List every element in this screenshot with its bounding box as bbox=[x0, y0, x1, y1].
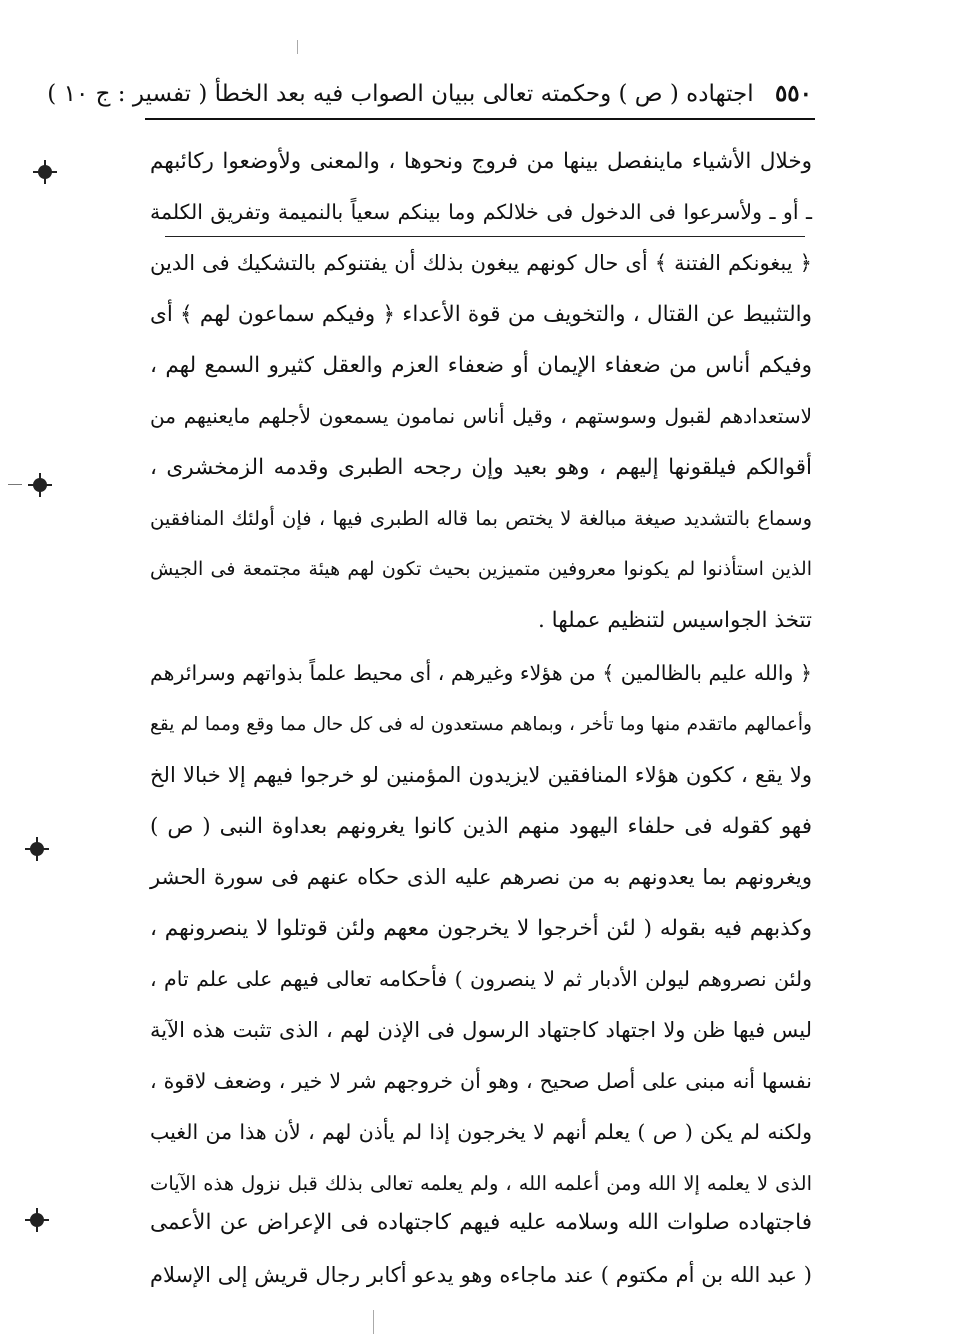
text-line: وفيكم أناس من ضعفاء الإيمان أو ضعفاء العزم والعقل كثيرو السمع لهم ، bbox=[150, 353, 812, 378]
text-line: لاستعدادهم لقبول وسوستهم ، وقيل أناس نمامون يسمعون لأجلهم مايعنيهم من bbox=[150, 404, 812, 428]
margin-dash bbox=[8, 484, 22, 485]
binding-hole-mark bbox=[33, 478, 47, 492]
text-line: ( عبد الله بن أم مكتوم ) عند ماجاءه وهو يدعو أكابر رجال قريش إلى الإسلام bbox=[150, 1263, 812, 1287]
binding-hole-mark bbox=[30, 842, 44, 856]
text-line: ﴿ والله عليم بالظالمين ﴾ من هؤلاء وغيرهم ، أى محيط علماً بذواتهم وسرائرهم bbox=[150, 661, 812, 685]
binding-hole-mark bbox=[30, 1213, 44, 1227]
text-line: وخلال الأشياء ماينفصل بينها من فروج ونحوها ، والمعنى ولأوضعوا ركائبهم bbox=[150, 149, 812, 174]
text-line: ويغرونهم بما يعدونهم به من نصرهم عليه الذى حكاه عنهم فى سورة الحشر bbox=[150, 865, 812, 889]
binding-hole-mark bbox=[38, 165, 52, 179]
text-line: تتخذ الجواسيس لتنظيم عملها . bbox=[538, 608, 812, 633]
text-line: والتثبيط عن القتال ، والتخويف من قوة الأعداء ﴿ وفيكم سماعون لهم ﴾ أى bbox=[150, 302, 812, 327]
header-rule bbox=[145, 118, 815, 120]
text-line: ولكنه لم يكن ( ص ) يعلم أنهم لا يخرجون إذا لم يأذن لهم ، لأن هذا من الغيب bbox=[150, 1120, 812, 1144]
text-line: ولئن نصروهم ليولن الأدبار ثم لا ينصرون ) فأحكامه تعالى فيهم على علم تام ، bbox=[150, 967, 812, 991]
text-line: وسماع بالتشديد صيغة مبالغة لا يختص بما قاله الطبرى فيها ، فإن أولئك المنافقين bbox=[150, 507, 812, 530]
text-line: فاجتهاده صلوات الله وسلامه عليه فيهم كاجتهاده فى الإعراض عن الأعمى bbox=[150, 1210, 812, 1235]
paragraph-2 bbox=[150, 648, 812, 1209]
text-line: ولا يقع ، ككون هؤلاء المنافقين لايزيدون المؤمنين لو خرجوا فيهم إلا خبالا الخ bbox=[150, 763, 812, 787]
top-scan-mark bbox=[297, 40, 298, 54]
text-line: وكذبهم فيه بقوله ( لئن أخرجوا لا يخرجون معهم ولئن قوتلوا لا ينصرونهم ، bbox=[150, 916, 812, 941]
text-line: وأعمالهم ماتقدم منها وما تأخر ، وبماهم مستعدون له فى كل حال مما وقع ومما لم يقع bbox=[150, 714, 812, 735]
text-line: ليس فيها ظن ولا اجتهاد كاجتهاد الرسول فى الإذن لهم ، الذى تثبت هذه الآية bbox=[150, 1018, 812, 1042]
paragraph-1 bbox=[150, 136, 812, 646]
bottom-scan-mark bbox=[373, 1310, 374, 1334]
text-line: الذين استأذنوا لم يكونوا معروفين متميزين بحيث تكون لهم هيئة مجتمعة فى الجيش bbox=[150, 558, 812, 580]
verse-overline bbox=[165, 236, 805, 237]
text-line: الذى لا يعلمه إلا الله ومن أعلمه الله ، ولم يعلمه تعالى بذلك قبل نزول هذه الآيات bbox=[150, 1172, 812, 1195]
text-line: ـ أو ـ ولأسرعوا فى الدخول فى خلالكم وما بينكم سعياً بالنميمة وتفريق الكلمة bbox=[150, 200, 812, 224]
page-header bbox=[47, 74, 812, 114]
text-line: نفسها أنه مبنى على أصل صحيح ، وهو أن خروجهم شر لا خير ، وضعف لاقوة ، bbox=[150, 1069, 812, 1093]
page-number: ٥٥٠ bbox=[774, 80, 812, 107]
running-title: اجتهاده ( ص ) وحكمته تعالى ببيان الصواب فيه بعد الخطأ ( تفسير : ج ١٠ ) bbox=[47, 81, 754, 107]
text-line: أقوالكم فيلقونها إليهم ، وهو بعيد وإن رجحه الطبرى وقدمه الزمخشرى ، bbox=[150, 455, 812, 480]
text-line: ﴿ يبغونكم الفتنة ﴾ أى حال كونهم يبغون بذلك أن يفتنوكم بالتشكيك فى الدين bbox=[150, 251, 812, 275]
paragraph-3 bbox=[150, 1196, 812, 1302]
text-line: فهو كقوله فى حلفاء اليهود منهم الذين كانوا يغرونهم بعداوة النبى ( ص ) bbox=[150, 814, 812, 839]
